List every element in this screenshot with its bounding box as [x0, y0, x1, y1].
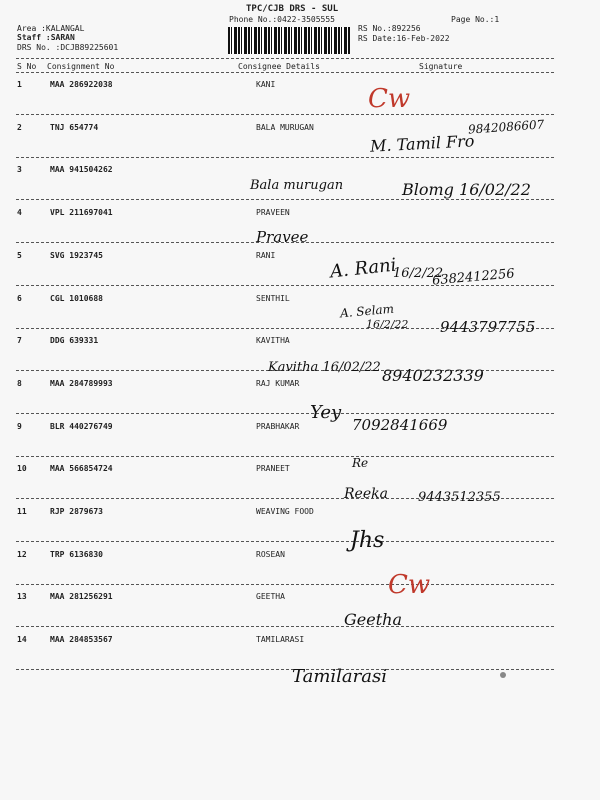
signature-row-2: M. Tamil Fro — [369, 131, 475, 156]
row-consignee: RANI — [256, 251, 276, 260]
row-divider — [16, 199, 554, 200]
row-consignment: SVG 1923745 — [50, 251, 103, 260]
row-consignment: MAA 941504262 — [50, 165, 113, 174]
row-sno: 6 — [17, 294, 22, 303]
row-consignee: KANI — [256, 80, 276, 89]
row-sno: 1 — [17, 80, 22, 89]
area-label: Area :KALANGAL — [17, 24, 85, 33]
phone-row-10: 9443512355 — [418, 490, 501, 505]
divider — [16, 58, 554, 59]
signature-row-3: Blomg 16/02/22 — [402, 180, 531, 199]
scan-mark — [500, 672, 506, 678]
row-sno: 8 — [17, 379, 22, 388]
signature-row-14: Tamilarasi — [292, 666, 387, 687]
row-sno: 12 — [17, 550, 27, 559]
drs-number: DRS No. :DCJB89225601 — [17, 43, 119, 52]
col-signature-header: Signature — [419, 62, 463, 71]
row-consignee: SENTHIL — [256, 294, 290, 303]
signature-row-11: Jhs — [350, 528, 385, 553]
row-divider — [16, 669, 554, 670]
row-consignment: CGL 1010688 — [50, 294, 103, 303]
row-sno: 7 — [17, 336, 22, 345]
mark-row-10: Re — [352, 456, 369, 470]
row-sno: 2 — [17, 123, 22, 132]
signature-row-6: A. Selam — [339, 301, 395, 321]
row-divider — [16, 541, 554, 542]
date-row-6: 16/2/22 — [366, 318, 409, 331]
signature-row-7: Kavitha 16/02/22 — [268, 360, 381, 375]
row-divider — [16, 584, 554, 585]
row-divider — [16, 456, 554, 457]
row-consignment: TRP 6136830 — [50, 550, 103, 559]
row-consignment: DDG 639331 — [50, 336, 99, 345]
row-consignment: BLR 440276749 — [50, 422, 113, 431]
phone-row-7: 8940232339 — [382, 366, 484, 385]
row-consignee: TAMILARASI — [256, 635, 305, 644]
rs-number: RS No.:892256 — [358, 24, 421, 33]
barcode — [228, 27, 350, 54]
row-consignment: MAA 281256291 — [50, 592, 113, 601]
signature-row-5: A. Rani — [329, 254, 398, 283]
row-sno: 14 — [17, 635, 27, 644]
row-consignment: VPL 211697041 — [50, 208, 113, 217]
row-sno: 4 — [17, 208, 22, 217]
row-consignment: TNJ 654774 — [50, 123, 99, 132]
handwritten-name-row-3: Bala murugan — [250, 178, 344, 193]
col-consignee-header: Consignee Details — [238, 62, 320, 71]
row-sno: 11 — [17, 507, 27, 516]
divider — [16, 72, 554, 73]
row-consignee: WEAVING FOOD — [256, 507, 314, 516]
staff-label: Staff :SARAN — [17, 33, 75, 42]
row-consignee: RAJ KUMAR — [256, 379, 300, 388]
phone-row-5: 6382412256 — [431, 266, 516, 289]
date-row-5: 16/2/22 — [393, 266, 444, 281]
row-consignee: PRANEET — [256, 464, 290, 473]
row-consignment: RJP 2879673 — [50, 507, 103, 516]
row-consignee: KAVITHA — [256, 336, 290, 345]
phone-row-8: 7092841669 — [352, 416, 448, 434]
col-sno-header: S No — [17, 62, 37, 71]
row-consignment: MAA 286922038 — [50, 80, 113, 89]
row-consignee: PRAVEEN — [256, 208, 290, 217]
row-consignment: MAA 284789993 — [50, 379, 113, 388]
signature-row-8: Yey — [310, 402, 342, 423]
row-divider — [16, 626, 554, 627]
page-number: Page No.:1 — [451, 15, 500, 24]
signature-row-13: Geetha — [344, 610, 402, 629]
row-sno: 3 — [17, 165, 22, 174]
row-sno: 13 — [17, 592, 27, 601]
signature-row-1: Cw — [368, 84, 411, 114]
row-sno: 5 — [17, 251, 22, 260]
phone-number: Phone No.:0422-3505555 — [229, 15, 335, 24]
row-consignment: MAA 284853567 — [50, 635, 113, 644]
row-consignee: BALA MURUGAN — [256, 123, 314, 132]
sheet-title: TPC/CJB DRS - SUL — [246, 4, 339, 14]
row-divider — [16, 114, 554, 115]
row-sno: 10 — [17, 464, 27, 473]
signature-row-10: Reeka — [344, 486, 388, 502]
row-sno: 9 — [17, 422, 22, 431]
row-divider — [16, 157, 554, 158]
signature-row-13-red: Cw — [388, 570, 431, 600]
row-divider — [16, 285, 554, 286]
row-consignee: ROSEAN — [256, 550, 285, 559]
phone-row-2: 9842086607 — [467, 117, 545, 137]
row-consignee: GEETHA — [256, 592, 285, 601]
col-consignment-header: Consignment No — [47, 62, 115, 71]
row-consignee: PRABHAKAR — [256, 422, 300, 431]
phone-row-6: 9443797755 — [440, 318, 536, 336]
signature-row-4: Pravee — [256, 228, 309, 246]
rs-date: RS Date:16-Feb-2022 — [358, 34, 450, 43]
row-divider — [16, 413, 554, 414]
row-consignment: MAA 566854724 — [50, 464, 113, 473]
